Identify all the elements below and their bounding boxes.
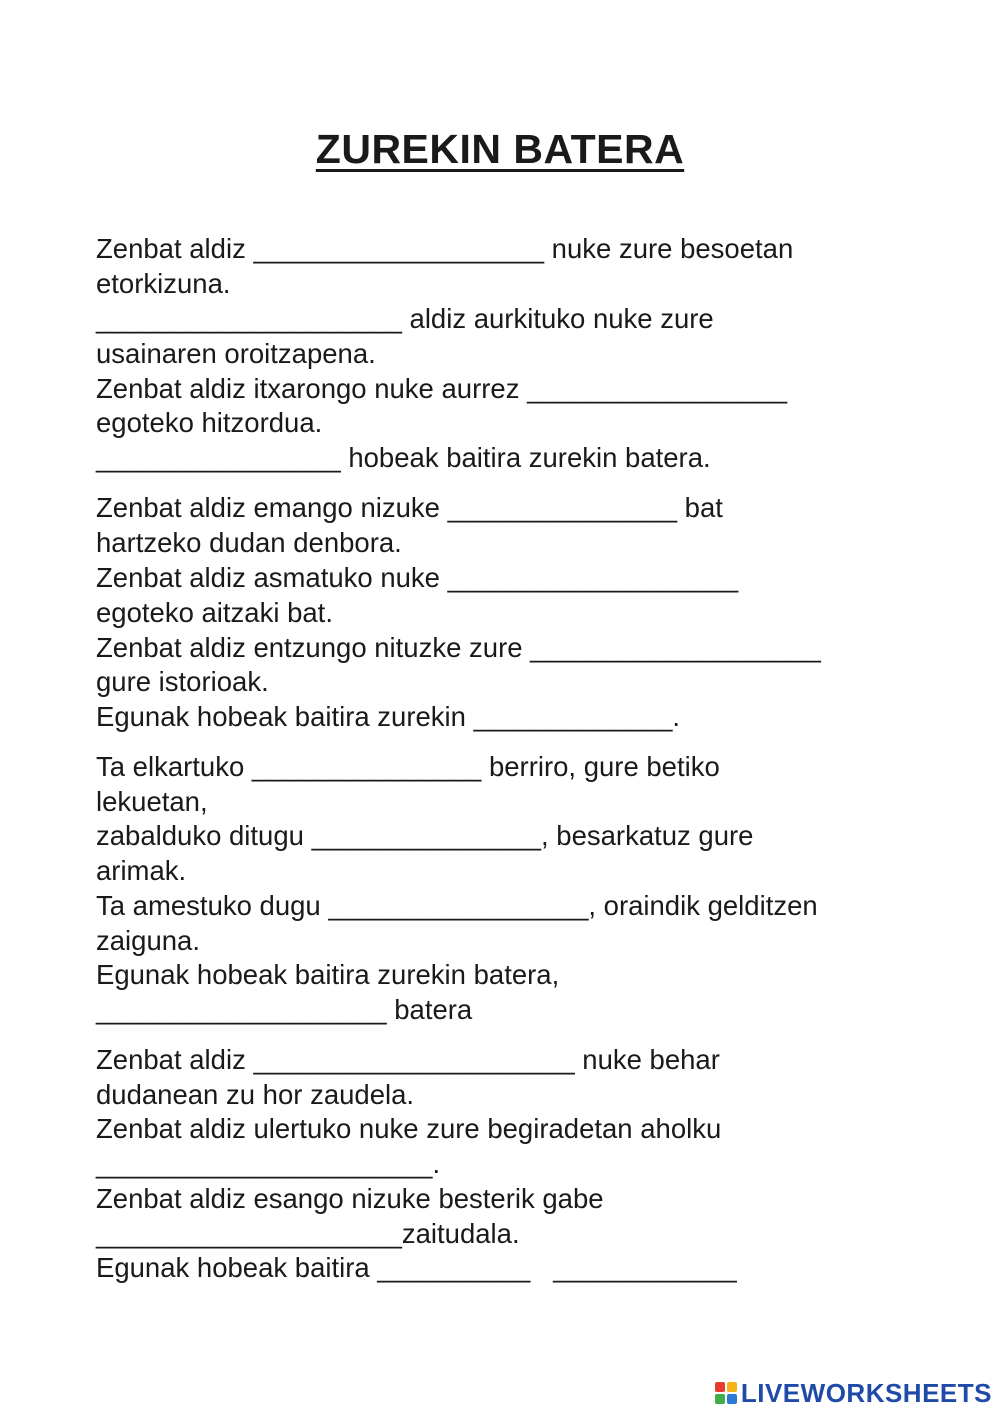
text-line: Zenbat aldiz asmatuko nuke ___________________ [96,562,739,593]
text-line: Zenbat aldiz itxarongo nuke aurrez _________________ [96,373,788,404]
text-line: Ta amestuko dugu _________________, oraindik gelditzen [96,890,818,921]
text-line: Ta elkartuko _______________ berriro, gure betiko [96,751,720,782]
text-line: ____________________zaitudala. [96,1218,520,1249]
text-line: egoteko hitzordua. [96,407,323,438]
text-line: Egunak hobeak baitira __________ ____________ [96,1252,737,1283]
text-line: lekuetan, [96,786,208,817]
logo-text: LIVEWORKSHEETS [740,1377,992,1408]
text-line: usainaren oroitzapena. [96,338,376,369]
text-line: Zenbat aldiz entzungo nituzke zure ___________________ [96,632,821,663]
text-line: Zenbat aldiz _____________________ nuke behar [96,1044,720,1075]
text-line: ______________________. [96,1148,441,1179]
text-line: ___________________ batera [96,994,473,1025]
liveworksheets-logo[interactable] [715,1375,992,1411]
text-line: zaiguna. [96,925,200,956]
logo-square-blue [727,1394,737,1404]
text-line: ________________ hobeak baitira zurekin batera. [96,442,711,473]
text-line: ____________________ aldiz aurkituko nuke zure [96,303,714,334]
text-line: dudanean zu hor zaudela. [96,1079,415,1110]
text-line: Egunak hobeak baitira zurekin _____________. [96,701,681,732]
text-line: egoteko aitzaki bat. [96,597,333,628]
page-title: ZUREKIN BATERA [315,126,685,172]
text-line: etorkizuna. [96,268,231,299]
logo-square-green [715,1394,725,1404]
text-line: Zenbat aldiz ulertuko nuke zure begiradetan aholku [96,1113,722,1144]
liveworksheets-logo-icon [715,1382,737,1404]
logo-square-yellow [727,1382,737,1392]
text-line: Zenbat aldiz esango nizuke besterik gabe [96,1183,604,1214]
text-line: zabalduko ditugu _______________, besarkatuz gure [96,820,754,851]
text-line: Zenbat aldiz ___________________ nuke zure besoetan [96,233,794,264]
text-line: arimak. [96,855,187,886]
text-line: hartzeko dudan denbora. [96,527,402,558]
text-line: Egunak hobeak baitira zurekin batera, [96,959,560,990]
text-line: Zenbat aldiz emango nizuke _______________ bat [96,492,723,523]
text-line: gure istorioak. [96,666,269,697]
logo-square-red [715,1382,725,1392]
